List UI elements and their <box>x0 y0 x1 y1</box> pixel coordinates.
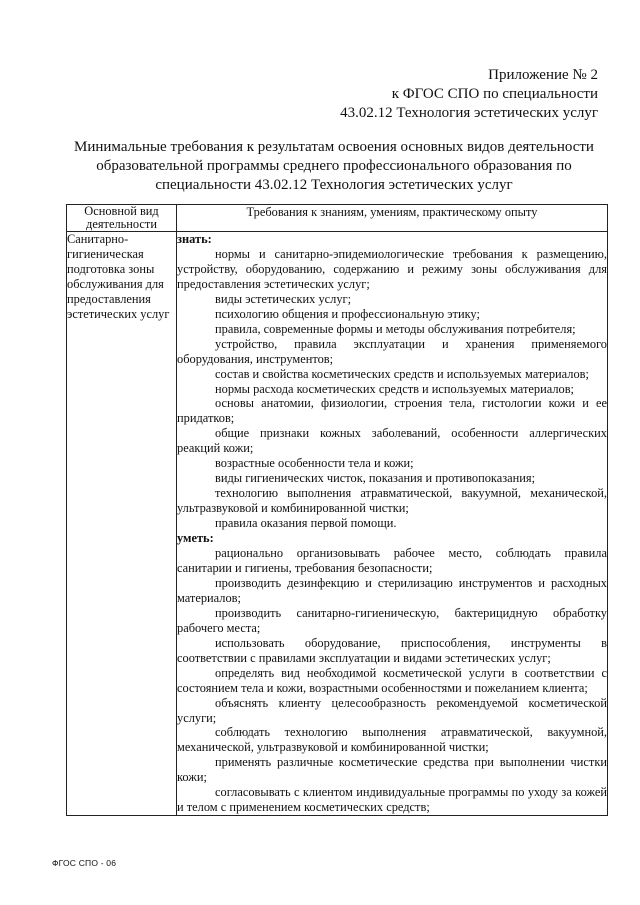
table-row <box>67 232 608 816</box>
can-item: определять вид необходимой косметической услуги в соответствии с состоянием тела и кожи, возрастными особенностями и пожеланием клиента; <box>177 665 607 695</box>
know-item: виды эстетических услуг; <box>215 291 352 306</box>
can-item: согласовывать с клиентом индивидуальные программы по уходу за кожей и телом с применением косметических средств; <box>177 785 607 815</box>
title-line-3: специальности 43.02.12 Технология эстетических услуг <box>155 177 513 193</box>
title-line-2: образовательной программы среднего профессионального образования по <box>96 158 572 174</box>
table-header-row <box>67 205 608 232</box>
know-item: возрастные особенности тела и кожи; <box>215 456 414 471</box>
know-item: нормы и санитарно-эпидемиологические требования к размещению, устройству, оборудованию, содержанию и режиму зоны обслуживания для предоставления эстетических услуг; <box>177 246 607 291</box>
can-list <box>177 546 607 815</box>
appendix-number: Приложение № 2 <box>488 67 598 83</box>
know-item: устройство, правила эксплуатации и хранения применяемого оборудования, инструментов; <box>177 336 607 366</box>
can-label: уметь: <box>177 531 214 546</box>
know-item: общие признаки кожных заболеваний, особенности аллергических реакций кожи; <box>177 426 607 456</box>
know-item: правила, современные формы и методы обслуживания потребителя; <box>215 321 576 336</box>
can-item: рационально организовывать рабочее место, соблюдать правила санитарии и гигиены, требования безопасности; <box>177 546 607 575</box>
know-item: психологию общения и профессиональную этику; <box>215 306 480 321</box>
title-line-1: Минимальные требования к результатам освоения основных видов деятельности <box>74 139 594 155</box>
can-item: производить санитарно-гигиеническую, бактерицидную обработку рабочего места; <box>177 605 607 635</box>
know-item: состав и свойства косметических средств и используемых материалов; <box>215 366 589 381</box>
know-item: основы анатомии, физиологии, строения тела, гистологии кожи и ее придатков; <box>177 396 607 426</box>
know-label: знать: <box>177 232 212 246</box>
can-item: соблюдать технологию выполнения атравматической, вакуумной, механической, ультразвуковой и комбинированной чистки; <box>177 725 607 755</box>
footer-code: ФГОС СПО - 06 <box>52 858 117 868</box>
requirements-cell <box>177 232 608 816</box>
activity-cell: Санитарно-гигиеническая подготовка зоны обслуживания для предоставления эстетических услуг <box>67 232 177 816</box>
know-item: правила оказания первой помощи. <box>215 516 397 531</box>
know-list <box>177 247 607 531</box>
can-item: использовать оборудование, приспособления, инструменты в соответствии с правилами эксплуатации и видами эстетических услуг; <box>177 635 607 665</box>
know-item: виды гигиенических чисток, показания и противопоказания; <box>215 471 536 486</box>
col-header-requirements: Требования к знаниям, умениям, практическому опыту <box>177 205 608 232</box>
know-item: нормы расхода косметических средств и используемых материалов; <box>215 381 574 396</box>
appendix-header <box>340 66 598 123</box>
requirements-table <box>66 204 608 816</box>
know-item: технологию выполнения атравматической, вакуумной, механической, ультразвуковой и комбинированной чистки; <box>177 486 607 516</box>
document-title <box>60 138 608 195</box>
can-item: производить дезинфекцию и стерилизацию инструментов и расходных материалов; <box>177 575 607 605</box>
can-item: объяснять клиенту целесообразность рекомендуемой косметической услуги; <box>177 695 607 725</box>
appendix-standard: к ФГОС СПО по специальности <box>391 86 598 102</box>
col-header-activity: Основной вид деятельности <box>67 205 177 232</box>
can-item: применять различные косметические средства при выполнении чистки кожи; <box>177 755 607 785</box>
appendix-specialty: 43.02.12 Технология эстетических услуг <box>340 105 598 121</box>
